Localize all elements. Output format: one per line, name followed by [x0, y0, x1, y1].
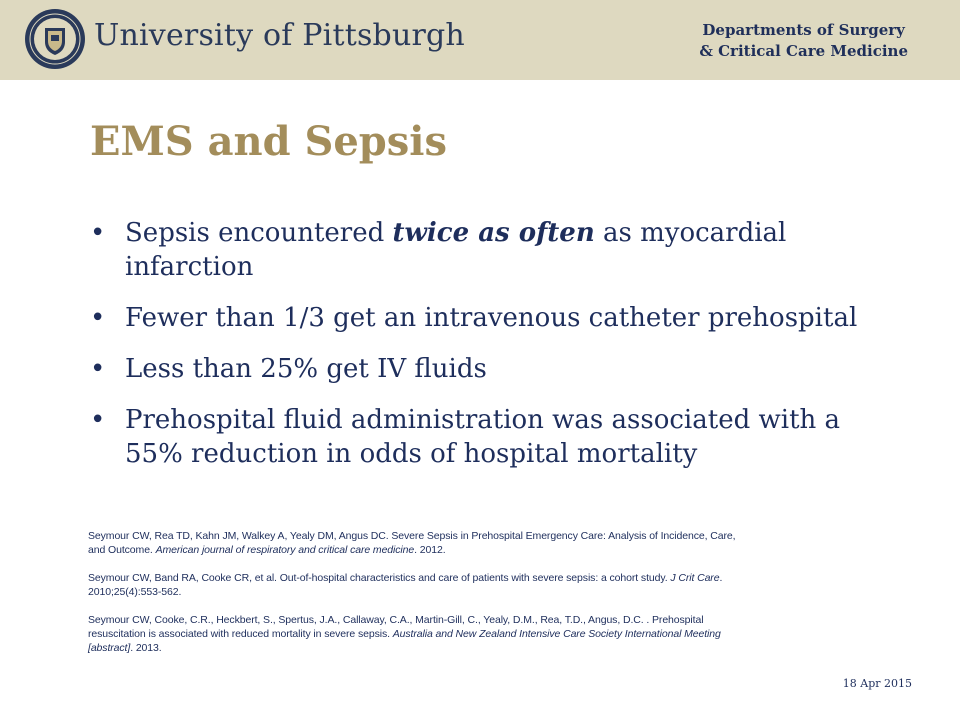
university-seal-icon [24, 8, 86, 70]
bullet-text-tail: as myocardial infarction [125, 218, 787, 282]
slide-title: EMS and Sepsis [90, 118, 448, 165]
bullet-item [84, 301, 904, 335]
reference-item [88, 571, 738, 599]
reference-journal: J Crit Care [670, 572, 720, 584]
bullet-item [84, 352, 904, 386]
slide-date: 18 Apr 2015 [842, 677, 912, 690]
reference-tail: . 2010;25(4):553-562. [88, 572, 723, 598]
department-label [699, 20, 908, 62]
bullet-text: Prehospital fluid administration was associated with a 55% reduction in odds of hospital mortality [125, 405, 841, 469]
university-name: University of Pittsburgh [94, 18, 465, 53]
bullet-icon: • [90, 218, 106, 248]
reference-tail: . 2013. [130, 642, 162, 654]
bullet-icon: • [90, 354, 106, 384]
bullet-text: Less than 25% get IV fluids [125, 354, 487, 384]
bullet-text: Sepsis encountered [125, 218, 393, 248]
reference-text: Seymour CW, Rea TD, Kahn JM, Walkey A, Yealy DM, Angus DC. Severe Sepsis in Prehospital Emergency Care: Analysis of Incidence, Care, and Outcome. [88, 530, 736, 556]
reference-tail: . 2012. [414, 544, 446, 556]
bullet-text: Fewer than 1/3 get an intravenous catheter prehospital [125, 303, 858, 333]
bullet-list [84, 216, 904, 488]
bullet-item [84, 403, 904, 471]
reference-item [88, 613, 738, 655]
bullet-icon: • [90, 405, 106, 435]
department-line-2: & Critical Care Medicine [699, 42, 908, 60]
reference-journal: Australia and New Zealand Intensive Care Society International Meeting [abstract] [88, 628, 721, 654]
reference-text: Seymour CW, Band RA, Cooke CR, et al. Out-of-hospital characteristics and care of patients with severe sepsis: a cohort study. [88, 572, 671, 584]
department-line-1: Departments of Surgery [702, 21, 905, 39]
slide-header [0, 0, 960, 80]
reference-item [88, 529, 738, 557]
reference-journal: American journal of respiratory and critical care medicine [155, 544, 415, 556]
bullet-icon: • [90, 303, 106, 333]
reference-text: Seymour CW, Cooke, C.R., Heckbert, S., Spertus, J.A., Callaway, C.A., Martin-Gill, C., Yealy, D.M., Rea, T.D., Angus, D.C. . Prehospital resuscitation is associated with reduced mortality in severe sepsis. [88, 614, 704, 640]
references [88, 529, 738, 669]
bullet-item [84, 216, 904, 284]
bullet-emphasis: twice as often [392, 218, 595, 248]
